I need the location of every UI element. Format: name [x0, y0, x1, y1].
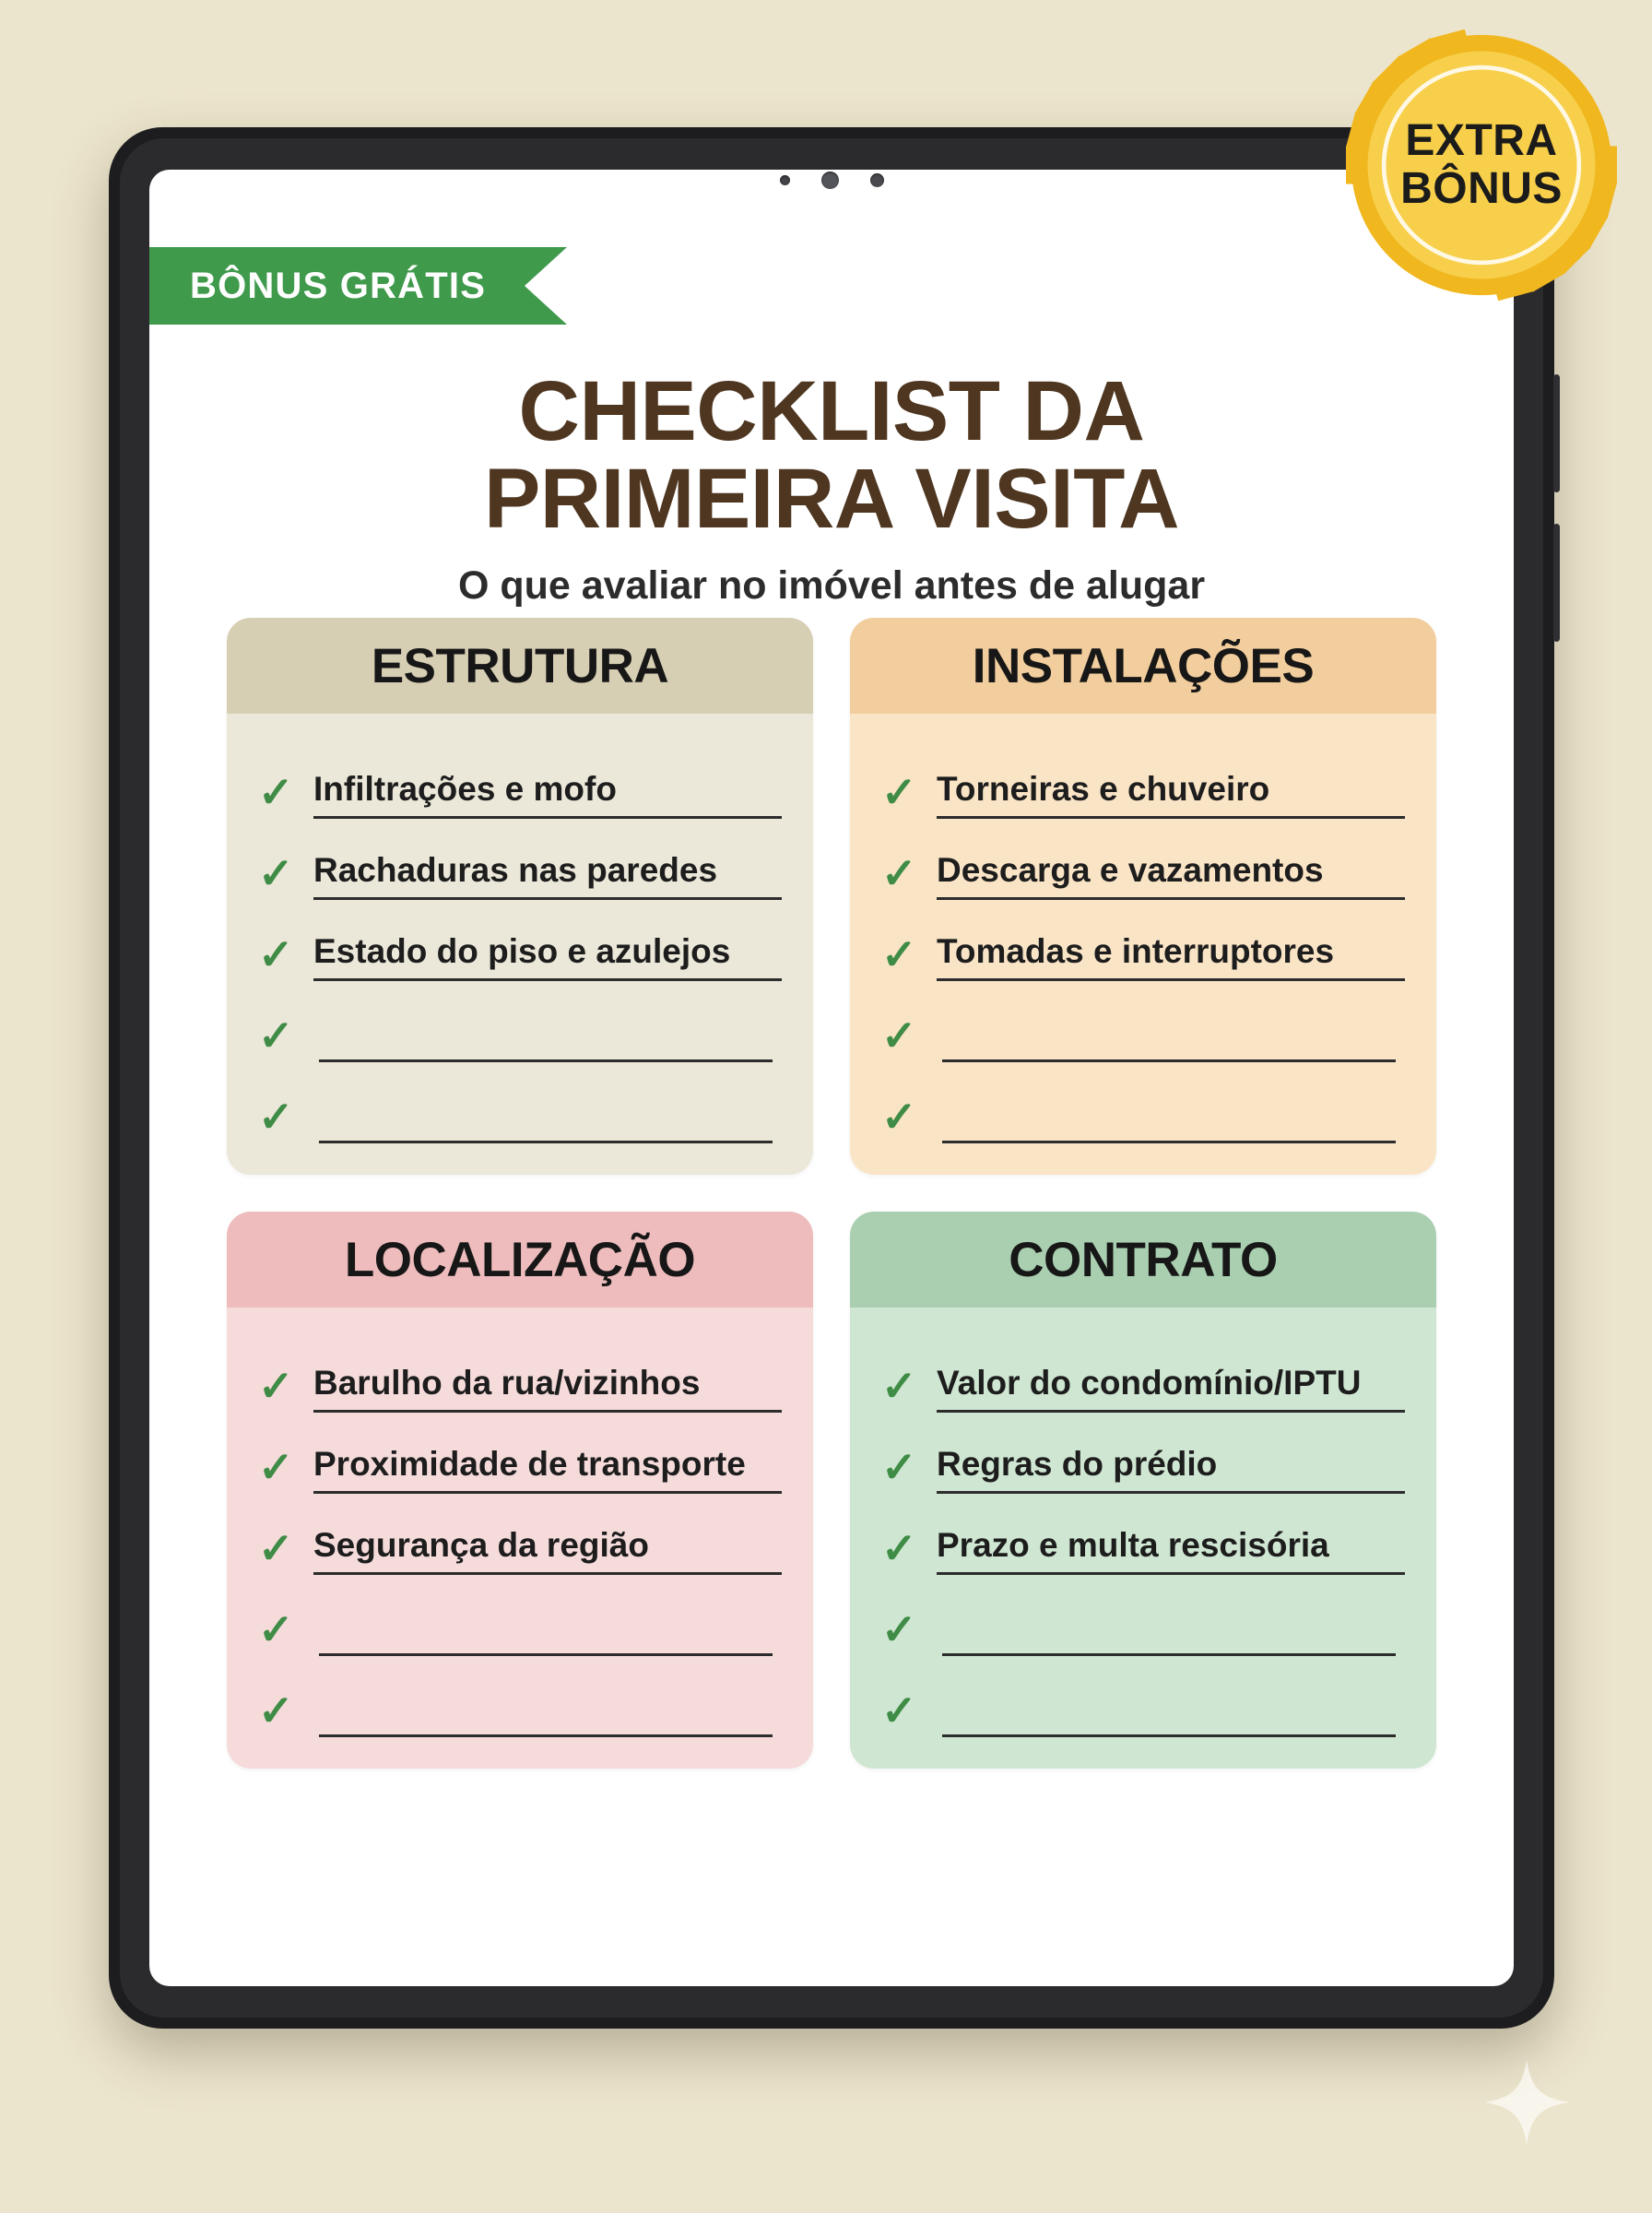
tablet-camera-row	[109, 170, 1554, 190]
bonus-ribbon	[149, 247, 525, 325]
check-icon: ✓	[258, 849, 294, 897]
checklist-row[interactable]	[881, 900, 1405, 981]
page-title-line-2: PRIMEIRA VISITA	[483, 451, 1180, 546]
checklist-item-label: Torneiras e chuveiro	[937, 770, 1270, 808]
checklist-item-label: Infiltrações e mofo	[313, 770, 617, 808]
card-title-estrutura: ESTRUTURA	[371, 638, 669, 693]
volume-down-button[interactable]	[1553, 524, 1560, 642]
checklist-item-label: Valor do condomínio/IPTU	[937, 1364, 1362, 1402]
check-icon: ✓	[881, 1605, 917, 1653]
checklist-grid	[227, 618, 1436, 1769]
check-icon: ✓	[258, 1605, 294, 1653]
checklist-item-label: Prazo e multa rescisória	[937, 1526, 1329, 1564]
checklist-item-label: Estado do piso e azulejos	[313, 932, 731, 970]
checklist-item-label: Barulho da rua/vizinhos	[313, 1364, 701, 1402]
checklist-row[interactable]	[881, 1494, 1405, 1575]
checklist-item-label: Regras do prédio	[937, 1445, 1218, 1483]
bonus-ribbon-label: BÔNUS GRÁTIS	[190, 265, 487, 306]
checklist-row-blank[interactable]	[881, 1656, 1405, 1737]
checklist-row[interactable]	[258, 1331, 782, 1413]
tablet-device	[109, 127, 1554, 2029]
check-icon: ✓	[881, 849, 917, 897]
checklist-card-estrutura	[227, 618, 813, 1175]
check-icon: ✓	[258, 1524, 294, 1572]
camera-sensor-icon	[780, 175, 790, 185]
checklist-row-blank[interactable]	[258, 1575, 782, 1656]
check-icon: ✓	[258, 1686, 294, 1734]
checklist-row[interactable]	[881, 819, 1405, 900]
checklist-card-localizacao	[227, 1212, 813, 1769]
check-icon: ✓	[881, 1443, 917, 1491]
checklist-row[interactable]	[258, 1413, 782, 1494]
check-icon: ✓	[258, 930, 294, 978]
extra-bonus-badge	[1346, 30, 1617, 301]
checklist-row[interactable]	[258, 819, 782, 900]
checklist-item-label: Rachaduras nas paredes	[313, 851, 718, 889]
check-icon: ✓	[881, 1093, 917, 1141]
checklist-row-blank[interactable]	[881, 1575, 1405, 1656]
card-header-estrutura	[227, 618, 813, 714]
check-icon: ✓	[881, 1524, 917, 1572]
volume-up-button[interactable]	[1553, 374, 1560, 492]
card-title-instalacoes: INSTALAÇÕES	[972, 638, 1315, 693]
check-icon: ✓	[881, 1012, 917, 1059]
page-subtitle: O que avaliar no imóvel antes de alugar	[457, 562, 1206, 608]
card-body-contrato	[850, 1308, 1436, 1769]
checklist-item-label: Tomadas e interruptores	[937, 932, 1335, 970]
check-icon: ✓	[258, 1362, 294, 1410]
card-title-localizacao: LOCALIZAÇÃO	[344, 1232, 696, 1287]
header-block	[149, 364, 1514, 609]
microphone-icon	[870, 173, 884, 187]
card-body-estrutura	[227, 714, 813, 1175]
checklist-row[interactable]	[258, 1494, 782, 1575]
checklist-item-label: Segurança da região	[313, 1526, 649, 1564]
checklist-row[interactable]	[881, 738, 1405, 819]
card-header-contrato	[850, 1212, 1436, 1308]
checklist-row-blank[interactable]	[258, 1656, 782, 1737]
card-title-contrato: CONTRATO	[1009, 1232, 1278, 1287]
checklist-card-contrato	[850, 1212, 1436, 1769]
checklist-row[interactable]	[258, 738, 782, 819]
checklist-row-blank[interactable]	[881, 1062, 1405, 1143]
card-header-localizacao	[227, 1212, 813, 1308]
check-icon: ✓	[881, 1362, 917, 1410]
checklist-item-label: Proximidade de transporte	[313, 1445, 746, 1483]
badge-line-1: EXTRA	[1405, 116, 1558, 166]
checklist-card-instalacoes	[850, 618, 1436, 1175]
check-icon: ✓	[258, 1012, 294, 1059]
card-body-localizacao	[227, 1308, 813, 1769]
check-icon: ✓	[258, 1093, 294, 1141]
checklist-row[interactable]	[881, 1331, 1405, 1413]
check-icon: ✓	[881, 1686, 917, 1734]
check-icon: ✓	[258, 1443, 294, 1491]
card-body-instalacoes	[850, 714, 1436, 1175]
checklist-row-blank[interactable]	[258, 1062, 782, 1143]
tablet-screen	[149, 170, 1514, 1986]
checklist-row[interactable]	[881, 1413, 1405, 1494]
check-icon: ✓	[258, 768, 294, 816]
badge-text	[1346, 30, 1617, 301]
ribbon-tail-shape	[525, 247, 567, 325]
checklist-item-label: Descarga e vazamentos	[937, 851, 1324, 889]
checklist-row-blank[interactable]	[881, 981, 1405, 1062]
check-icon: ✓	[881, 768, 917, 816]
checklist-row-blank[interactable]	[258, 981, 782, 1062]
check-icon: ✓	[881, 930, 917, 978]
badge-line-2: BÔNUS	[1400, 164, 1563, 213]
front-camera-icon	[821, 172, 839, 189]
card-header-instalacoes	[850, 618, 1436, 714]
checklist-row[interactable]	[258, 900, 782, 981]
sparkle-icon	[1482, 2058, 1571, 2147]
page-title-line-1: CHECKLIST DA	[518, 364, 1145, 458]
